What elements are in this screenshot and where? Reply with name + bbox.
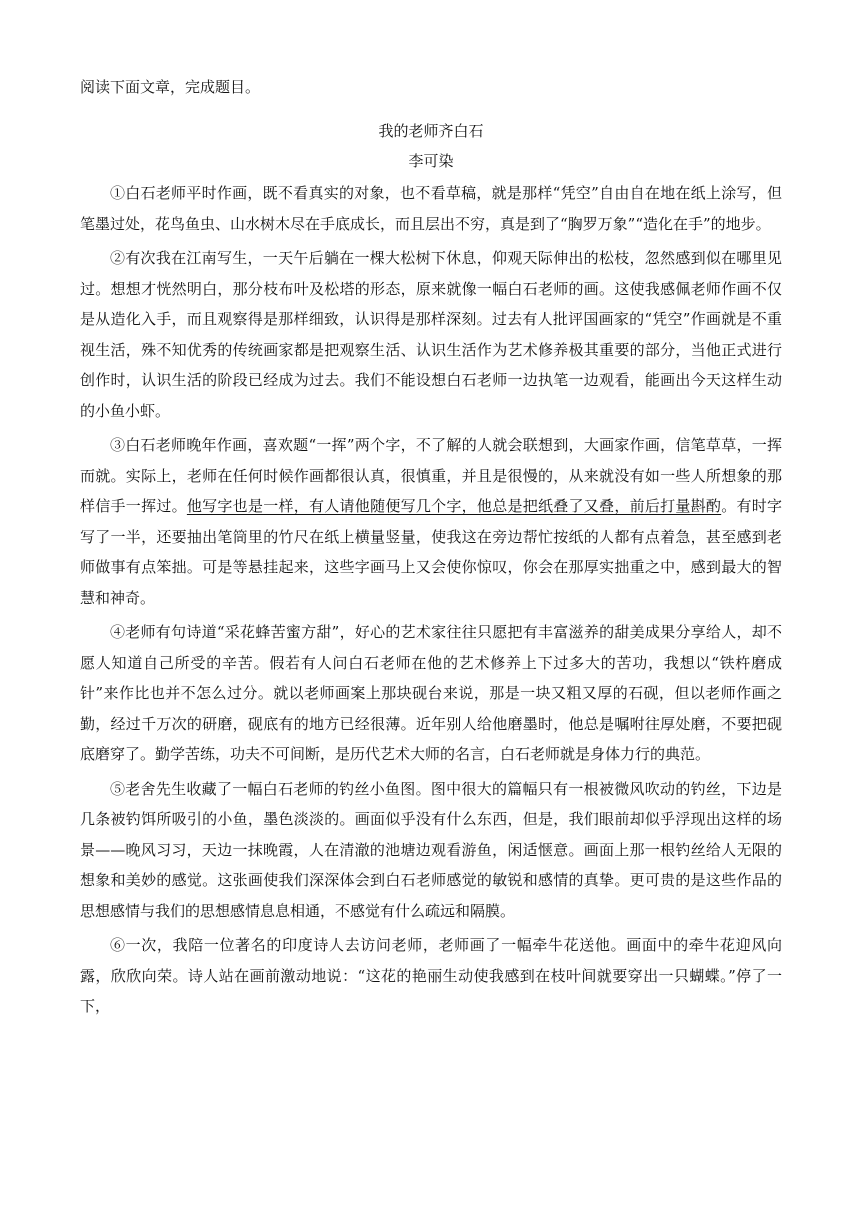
paragraph-5: ⑤老舍先生收藏了一幅白石老师的钓丝小鱼图。图中很大的篇幅只有一根被微风吹动的钓丝，下边是几条被钓饵所吸引的小鱼，墨色淡淡的。画面似乎没有什么东西，但是，我们眼前却似乎浮现出这样的场景——晚风习习，天边一抹晚霞，人在清澈的池塘边观看游鱼，闲适惬意。画面上那一根钓丝给人无限的想象和美妙的感觉。这张画使我们深深体会到白石老师感觉的敏锐和感情的真挚。更可贵的是这些作品的思想感情与我们的思想感情息息相通，不感觉有什么疏远和隔膜。 <box>80 779 782 920</box>
paragraph-4: ④老师有句诗道“采花蜂苦蜜方甜”，好心的艺术家往往只愿把有丰富滋养的甜美成果分享给人，却不愿人知道自己所受的辛苦。假若有人问白石老师在他的艺术修养上下过多大的苦功，我想以“铁杵磨成针”来作比也并不怎么过分。就以老师画案上那块砚台来说，那是一块又粗又厚的石砚，但以老师作画之勤，经过千万次的研磨，砚底有的地方已经很薄。近年别人给他磨墨时，他总是嘱咐往厚处磨，不要把砚底磨穿了。勤学苦练，功夫不可间断，是历代艺术大师的名言，白石老师就是身体力行的典范。 <box>80 623 782 763</box>
underlined-sentence: 他写字也是一样，有人请他随便写几个字，他总是把纸叠了又叠，前后打量斟酌 <box>186 497 722 515</box>
article-author: 李可染 <box>408 152 454 170</box>
paragraph-1: ①白石老师平时作画，既不看真实的对象，也不看草稿，就是那样“凭空”自由自在地在纸上涂写，但笔墨过处，花鸟鱼虫、山水树木尽在手底成长，而且层出不穷，真是到了“胸罗万象”“造化在手”的地步。 <box>80 184 782 233</box>
instruction-text: 阅读下面文章，完成题目。 <box>80 78 261 96</box>
paragraph-6: ⑥一次，我陪一位著名的印度诗人去访问老师，老师画了一幅牵牛花送他。画面中的牵牛花迎风向露，欣欣向荣。诗人站在画前激动地说：“这花的艳丽生动使我感到在枝叶间就要穿出一只蝴蝶。”停了一下， <box>80 936 782 1015</box>
document-page <box>80 72 782 1026</box>
paragraph-2: ②有次我在江南写生，一天午后躺在一棵大松树下休息，仰观天际伸出的松枝，忽然感到似在哪里见过。想想才恍然明白，那分枝布叶及松塔的形态，原来就像一幅白石老师的画。这使我感佩老师作画不仅是从造化入手，而且观察得是那样细致，认识得是那样深刻。过去有人批评国画家的“凭空”作画就是不重视生活，殊不知优秀的传统画家都是把观察生活、认识生活作为艺术修养极其重要的部分，当他正式进行创作时，认识生活的阶段已经成为过去。我们不能设想白石老师一边执笔一边观看，能画出今天这样生动的小鱼小虾。 <box>80 249 782 420</box>
paragraph-3: ③白石老师晚年作画，喜欢题“一挥”两个字，不了解的人就会联想到，大画家作画，信笔草草，一挥而就。实际上，老师在任何时候作画都很认真，很慎重，并且是很慢的，从来就没有如一些人所想象的那样信手一挥过。他写字也是一样，有人请他随便写几个字，他总是把纸叠了又叠，前后打量斟酌。有时字写了一半，还要抽出笔筒里的竹尺在纸上横量竖量，使我这在旁边帮忙按纸的人都有点着急，甚至感到老师做事有点笨拙。可是等悬挂起来，这些字画马上又会使你惊叹，你会在那厚实拙重之中，感到最大的智慧和神奇。 <box>80 436 782 607</box>
article-title: 我的老师齐白石 <box>378 122 484 140</box>
